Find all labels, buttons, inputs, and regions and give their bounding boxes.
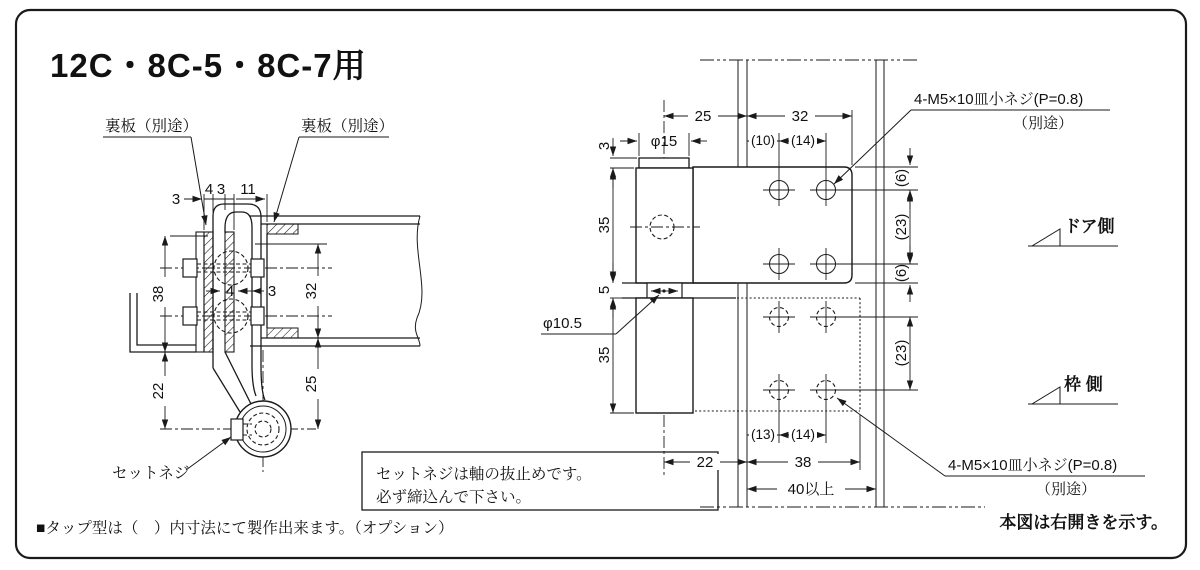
screw-label-bottom: 4-M5×10皿小ネジ(P=0.8) (948, 457, 1118, 474)
dim-25r: 25 (694, 108, 712, 125)
note-line-1: セットネジは軸の抜止めです。 (376, 466, 592, 483)
dim-38: 38 (150, 285, 167, 303)
dim-4b: 4 (225, 283, 235, 300)
dim-4a: 4 (204, 181, 214, 198)
footer-note: ■タップ型は（ ）内寸法にて製作出来ます。（オプション） (36, 520, 454, 537)
dim-3b: 3 (216, 181, 226, 198)
dim-5: 5 (596, 285, 613, 295)
dim-3c: 3 (267, 283, 277, 300)
dim-6b: (6) (893, 263, 910, 283)
note-line-2: 必ず締込んで下さい。 (376, 489, 532, 506)
dim-23b: (23) (893, 339, 910, 367)
door-side-label: ドア側 (1064, 217, 1115, 236)
orientation-note: 本図は右開きを示す。 (999, 513, 1168, 532)
dim-22r: 22 (696, 454, 714, 471)
dim-10: (10) (750, 133, 776, 148)
dim-phi105: φ10.5 (543, 315, 582, 332)
frame-side-label: 枠 側 (1064, 375, 1103, 394)
note-box (362, 452, 718, 510)
dim-11: 11 (240, 181, 256, 198)
dim-32r: 32 (791, 108, 809, 125)
dim-13: (13) (750, 427, 776, 442)
backplate-label-2: 裏板（別途） (301, 118, 395, 135)
dim-3a: 3 (171, 191, 181, 208)
dim-25: 25 (303, 375, 320, 393)
set-screw (231, 419, 243, 440)
screw-label-top: 4-M5×10皿小ネジ(P=0.8) (914, 91, 1084, 108)
backplate-label-1: 裏板（別途） (105, 118, 199, 135)
upper-leaf (693, 167, 852, 283)
dim-35b: 35 (596, 346, 613, 364)
dim-40min: 40以上 (787, 481, 835, 498)
dim-22: 22 (150, 382, 167, 400)
screw-label-top-2: （別途） (1012, 115, 1074, 132)
dim-6a: (6) (893, 168, 910, 188)
set-screw-label: セットネジ (112, 465, 190, 482)
dim-14a: (14) (790, 133, 816, 148)
dim-38r: 38 (794, 454, 812, 471)
dim-14b: (14) (790, 427, 816, 442)
dim-32: 32 (303, 282, 320, 300)
screw-label-bottom-2: （別途） (1035, 481, 1097, 498)
dim-35a: 35 (596, 216, 613, 234)
dim-23a: (23) (893, 213, 910, 241)
dim-phi15: φ15 (650, 133, 678, 150)
back-plate-1 (204, 232, 213, 352)
dim-3r: 3 (596, 141, 613, 151)
page-title: 12C・8C-5・8C-7用 (50, 47, 367, 84)
